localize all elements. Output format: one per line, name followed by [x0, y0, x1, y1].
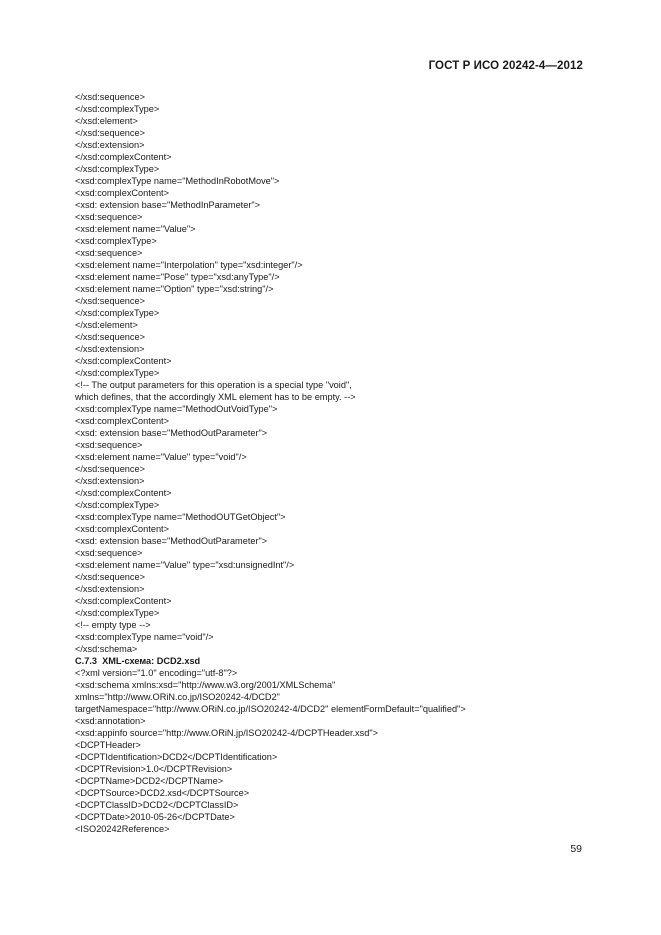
- code-line: <xsd:sequence>: [75, 548, 143, 558]
- code-line: targetNamespace="http://www.ORiN.co.jp/ISO20242-4/DCD2" elementFormDefault="qualified">: [75, 704, 466, 714]
- code-line: </xsd:extension>: [75, 344, 145, 354]
- code-line: </xsd:complexContent>: [75, 356, 172, 366]
- code-line: </xsd:complexType>: [75, 164, 160, 174]
- code-line: <!-- The output parameters for this operation is a special type "void",: [75, 380, 352, 390]
- code-line: </xsd:sequence>: [75, 464, 145, 474]
- code-line: xmlns="http://www.ORiN.co.jp/ISO20242-4/DCD2": [75, 692, 280, 702]
- xsd-listing: [75, 91, 466, 835]
- code-line: <ISO20242Reference>: [75, 824, 170, 834]
- code-line: <xsd:element name="Value">: [75, 224, 196, 234]
- code-line: <xsd:annotation>: [75, 716, 146, 726]
- code-line: <xsd:element name="Value" type="xsd:unsignedInt"/>: [75, 560, 295, 570]
- code-line: </xsd:complexType>: [75, 368, 160, 378]
- code-line: <xsd:sequence>: [75, 248, 143, 258]
- document-header: ГОСТ Р ИСО 20242-4—2012: [428, 60, 583, 72]
- section-heading: C.7.3 XML-схема: DCD2.xsd: [75, 656, 201, 666]
- code-line: <DCPTClassID>DCD2</DCPTClassID>: [75, 800, 239, 810]
- code-line: </xsd:complexType>: [75, 608, 160, 618]
- code-line: <xsd: extension base="MethodOutParameter">: [75, 536, 268, 546]
- code-line: </xsd:complexType>: [75, 104, 160, 114]
- code-line: </xsd:element>: [75, 116, 138, 126]
- code-line: </xsd:complexType>: [75, 308, 160, 318]
- code-line: <xsd:sequence>: [75, 212, 143, 222]
- code-line: <xsd:sequence>: [75, 440, 143, 450]
- code-line: <xsd:complexType name="void"/>: [75, 632, 214, 642]
- code-line: <DCPTSource>DCD2.xsd</DCPTSource>: [75, 788, 250, 798]
- code-line: <xsd:complexType name="MethodOutVoidType">: [75, 404, 278, 414]
- code-line: <xsd:element name="Value" type="void"/>: [75, 452, 247, 462]
- code-line: <xsd: extension base="MethodInParameter">: [75, 200, 261, 210]
- code-line: </xsd:extension>: [75, 584, 145, 594]
- code-line: <DCPTIdentification>DCD2</DCPTIdentification>: [75, 752, 278, 762]
- code-line: </xsd:element>: [75, 320, 138, 330]
- code-line: </xsd:sequence>: [75, 332, 145, 342]
- code-line: <xsd:schema xmlns:xsd="http://www.w3.org/2001/XMLSchema": [75, 680, 336, 690]
- code-line: </xsd:sequence>: [75, 572, 145, 582]
- code-line: </xsd:extension>: [75, 140, 145, 150]
- code-line: <xsd:complexType name="MethodOUTGetObject">: [75, 512, 286, 522]
- page-number: 59: [570, 843, 582, 855]
- code-line: </xsd:extension>: [75, 476, 145, 486]
- code-line: </xsd:complexContent>: [75, 596, 172, 606]
- code-line: <xsd:element name="Option" type="xsd:string"/>: [75, 284, 274, 294]
- code-line: <xsd:complexContent>: [75, 416, 169, 426]
- code-line: <xsd:element name="Interpolation" type="xsd:integer"/>: [75, 260, 303, 270]
- code-line: </xsd:schema>: [75, 644, 138, 654]
- code-line: </xsd:sequence>: [75, 128, 145, 138]
- code-line: <DCPTHeader>: [75, 740, 141, 750]
- code-line: </xsd:complexContent>: [75, 488, 172, 498]
- code-line: <xsd:complexType name="MethodInRobotMove">: [75, 176, 280, 186]
- code-line: </xsd:sequence>: [75, 296, 145, 306]
- code-line: <xsd:complexType>: [75, 236, 157, 246]
- code-line: <xsd:element name="Pose" type="xsd:anyType"/>: [75, 272, 280, 282]
- code-line: <DCPTDate>2010-05-26</DCPTDate>: [75, 812, 235, 822]
- code-line: <?xml version="1.0" encoding="utf-8"?>: [75, 668, 238, 678]
- code-line: <xsd:appinfo source="http://www.ORiN.jp/ISO20242-4/DCPTHeader.xsd">: [75, 728, 378, 738]
- code-line: <xsd:complexContent>: [75, 524, 169, 534]
- code-line: which defines, that the accordingly XML element has to be empty. -->: [75, 392, 356, 402]
- code-line: <xsd: extension base="MethodOutParameter">: [75, 428, 268, 438]
- code-line: </xsd:sequence>: [75, 92, 145, 102]
- code-line: <!-- empty type -->: [75, 620, 151, 630]
- code-line: </xsd:complexContent>: [75, 152, 172, 162]
- code-line: <xsd:complexContent>: [75, 188, 169, 198]
- code-line: <DCPTName>DCD2</DCPTName>: [75, 776, 224, 786]
- code-line: <DCPTRevision>1.0</DCPTRevision>: [75, 764, 233, 774]
- code-line: </xsd:complexType>: [75, 500, 160, 510]
